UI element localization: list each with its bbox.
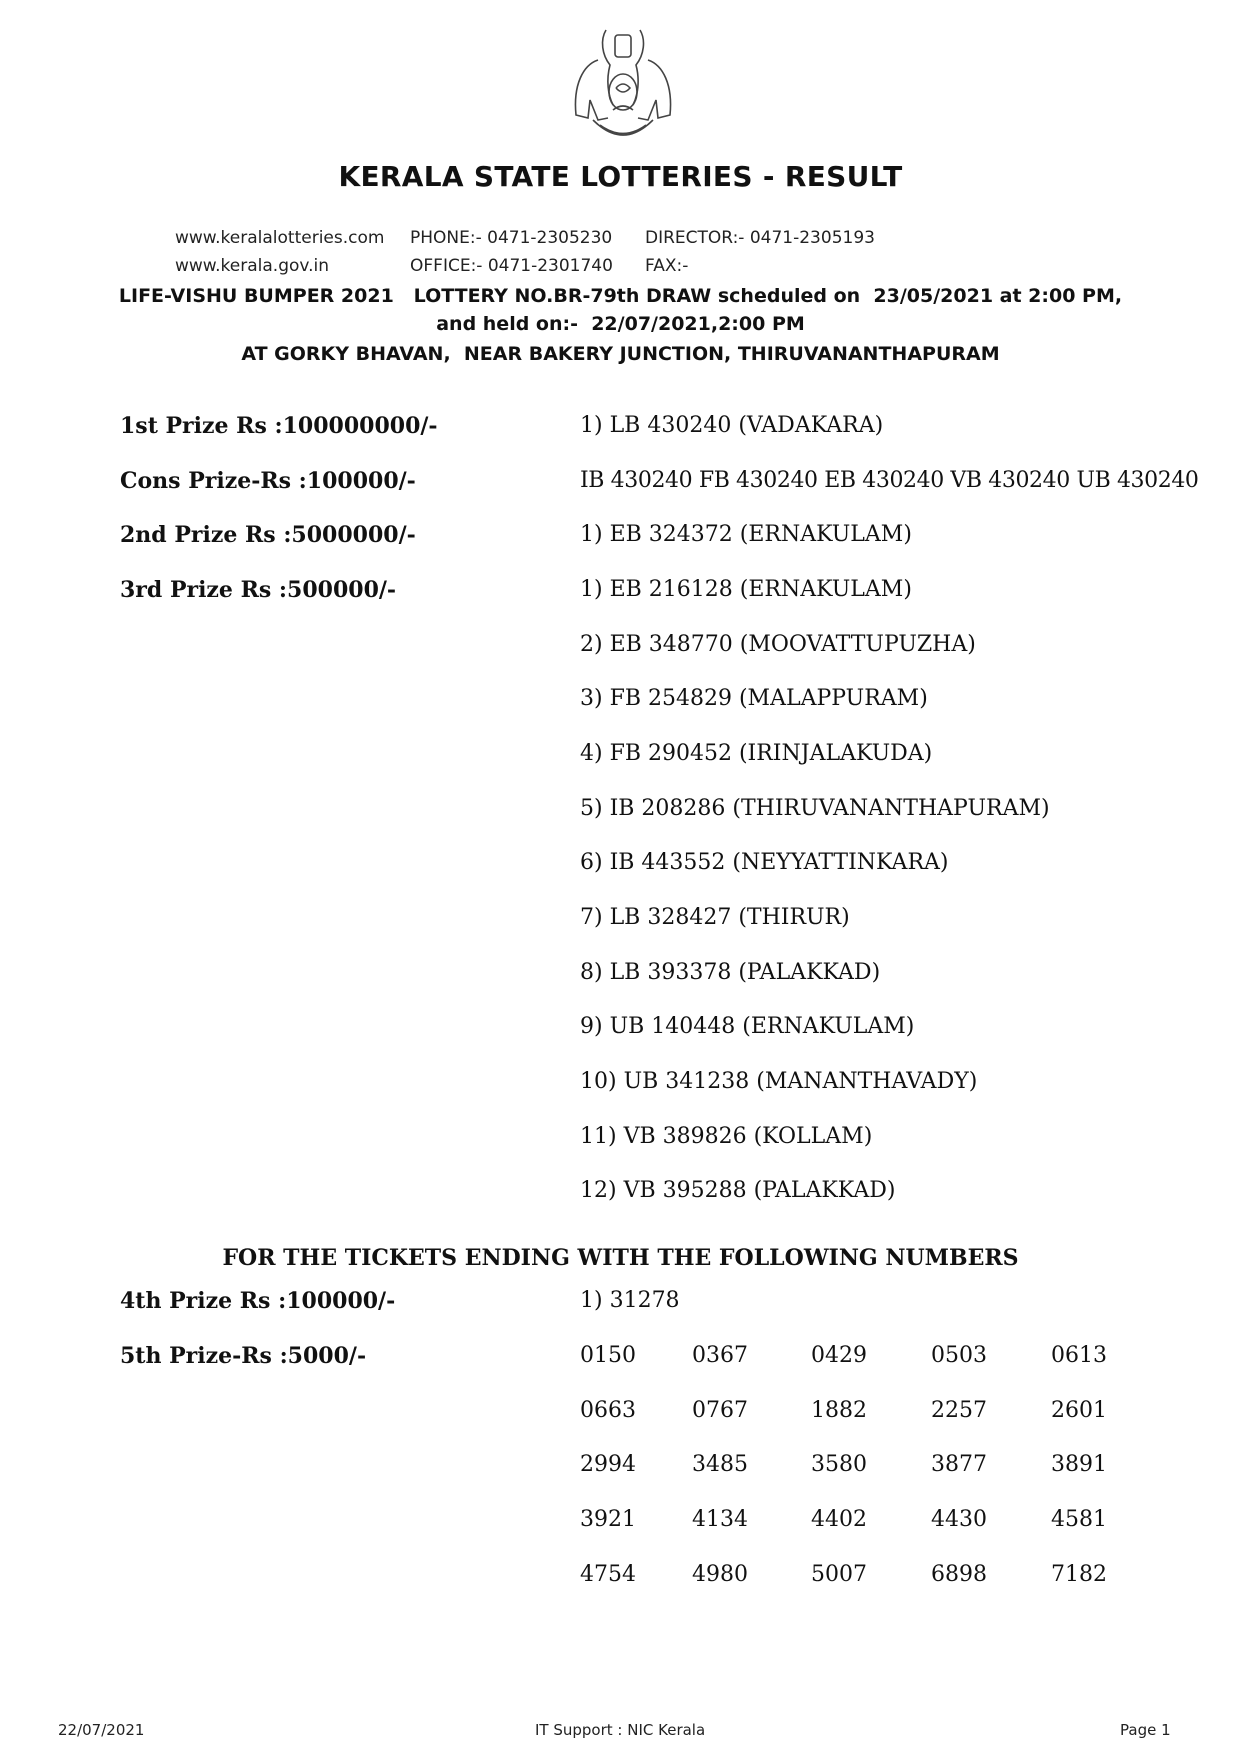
grid-cell: 0429 <box>811 1343 867 1368</box>
third-prize-result: 10) UB 341238 (MANANTHAVADY) <box>580 1069 978 1094</box>
office-number: OFFICE:- 0471-2301740 <box>410 256 613 276</box>
draw-venue: AT GORKY BHAVAN, NEAR BAKERY JUNCTION, THIRUVANANTHAPURAM <box>241 343 1000 365</box>
ending-numbers-heading: FOR THE TICKETS ENDING WITH THE FOLLOWING NUMBERS <box>222 1245 1019 1271</box>
grid-cell: 2601 <box>1051 1398 1107 1423</box>
fourth-prize-label: 4th Prize Rs :100000/- <box>120 1288 396 1314</box>
third-prize-result: 5) IB 208286 (THIRUVANANTHAPURAM) <box>580 796 1050 821</box>
grid-cell: 0150 <box>580 1343 636 1368</box>
first-prize-label: 1st Prize Rs :100000000/- <box>120 413 438 439</box>
grid-cell: 6898 <box>931 1562 987 1587</box>
website-link-keralalotteries[interactable]: www.keralalotteries.com <box>175 228 385 248</box>
footer-support: IT Support : NIC Kerala <box>535 1721 706 1739</box>
third-prize-result: 6) IB 443552 (NEYYATTINKARA) <box>580 850 949 875</box>
grid-cell: 3485 <box>692 1452 748 1477</box>
grid-cell: 5007 <box>811 1562 867 1587</box>
second-prize-label: 2nd Prize Rs :5000000/- <box>120 522 416 548</box>
grid-cell: 4430 <box>931 1507 987 1532</box>
footer-date: 22/07/2021 <box>58 1721 145 1739</box>
third-prize-result: 1) EB 216128 (ERNAKULAM) <box>580 577 912 602</box>
consolation-prize-label: Cons Prize-Rs :100000/- <box>120 468 416 494</box>
grid-cell: 4581 <box>1051 1507 1107 1532</box>
grid-cell: 0767 <box>692 1398 748 1423</box>
consolation-prize-result: IB 430240 FB 430240 EB 430240 VB 430240 UB 430240 <box>580 468 1199 493</box>
third-prize-result: 2) EB 348770 (MOOVATTUPUZHA) <box>580 632 976 657</box>
fifth-prize-label: 5th Prize-Rs :5000/- <box>120 1343 367 1369</box>
grid-cell: 0663 <box>580 1398 636 1423</box>
grid-cell: 4402 <box>811 1507 867 1532</box>
third-prize-result: 8) LB 393378 (PALAKKAD) <box>580 960 881 985</box>
draw-info-line: LIFE-VISHU BUMPER 2021 LOTTERY NO.BR-79th DRAW scheduled on 23/05/2021 at 2:00 PM, <box>118 285 1123 307</box>
footer-page-number: Page 1 <box>1120 1721 1171 1739</box>
third-prize-result: 4) FB 290452 (IRINJALAKUDA) <box>580 741 933 766</box>
third-prize-result: 11) VB 389826 (KOLLAM) <box>580 1124 873 1149</box>
grid-cell: 0613 <box>1051 1343 1107 1368</box>
grid-cell: 1882 <box>811 1398 867 1423</box>
grid-cell: 3891 <box>1051 1452 1107 1477</box>
third-prize-result: 9) UB 140448 (ERNAKULAM) <box>580 1014 915 1039</box>
page-title: KERALA STATE LOTTERIES - RESULT <box>338 160 903 193</box>
grid-cell: 0367 <box>692 1343 748 1368</box>
grid-cell: 3921 <box>580 1507 636 1532</box>
third-prize-result: 12) VB 395288 (PALAKKAD) <box>580 1178 896 1203</box>
first-prize-result: 1) LB 430240 (VADAKARA) <box>580 413 884 438</box>
second-prize-result: 1) EB 324372 (ERNAKULAM) <box>580 522 912 547</box>
grid-cell: 4754 <box>580 1562 636 1587</box>
director-number: DIRECTOR:- 0471-2305193 <box>645 228 875 248</box>
grid-cell: 3580 <box>811 1452 867 1477</box>
fax-number: FAX:- <box>645 256 689 276</box>
grid-cell: 7182 <box>1051 1562 1107 1587</box>
website-link-kerala-gov[interactable]: www.kerala.gov.in <box>175 256 330 276</box>
third-prize-result: 3) FB 254829 (MALAPPURAM) <box>580 686 928 711</box>
grid-cell: 4980 <box>692 1562 748 1587</box>
draw-held-on: and held on:- 22/07/2021,2:00 PM <box>436 313 805 335</box>
phone-number: PHONE:- 0471-2305230 <box>410 228 613 248</box>
grid-cell: 2257 <box>931 1398 987 1423</box>
third-prize-label: 3rd Prize Rs :500000/- <box>120 577 397 603</box>
third-prize-result: 7) LB 328427 (THIRUR) <box>580 905 850 930</box>
kerala-state-emblem-icon <box>558 10 688 150</box>
grid-cell: 0503 <box>931 1343 987 1368</box>
grid-cell: 3877 <box>931 1452 987 1477</box>
grid-cell: 4134 <box>692 1507 748 1532</box>
fourth-prize-result: 1) 31278 <box>580 1288 680 1313</box>
grid-cell: 2994 <box>580 1452 636 1477</box>
